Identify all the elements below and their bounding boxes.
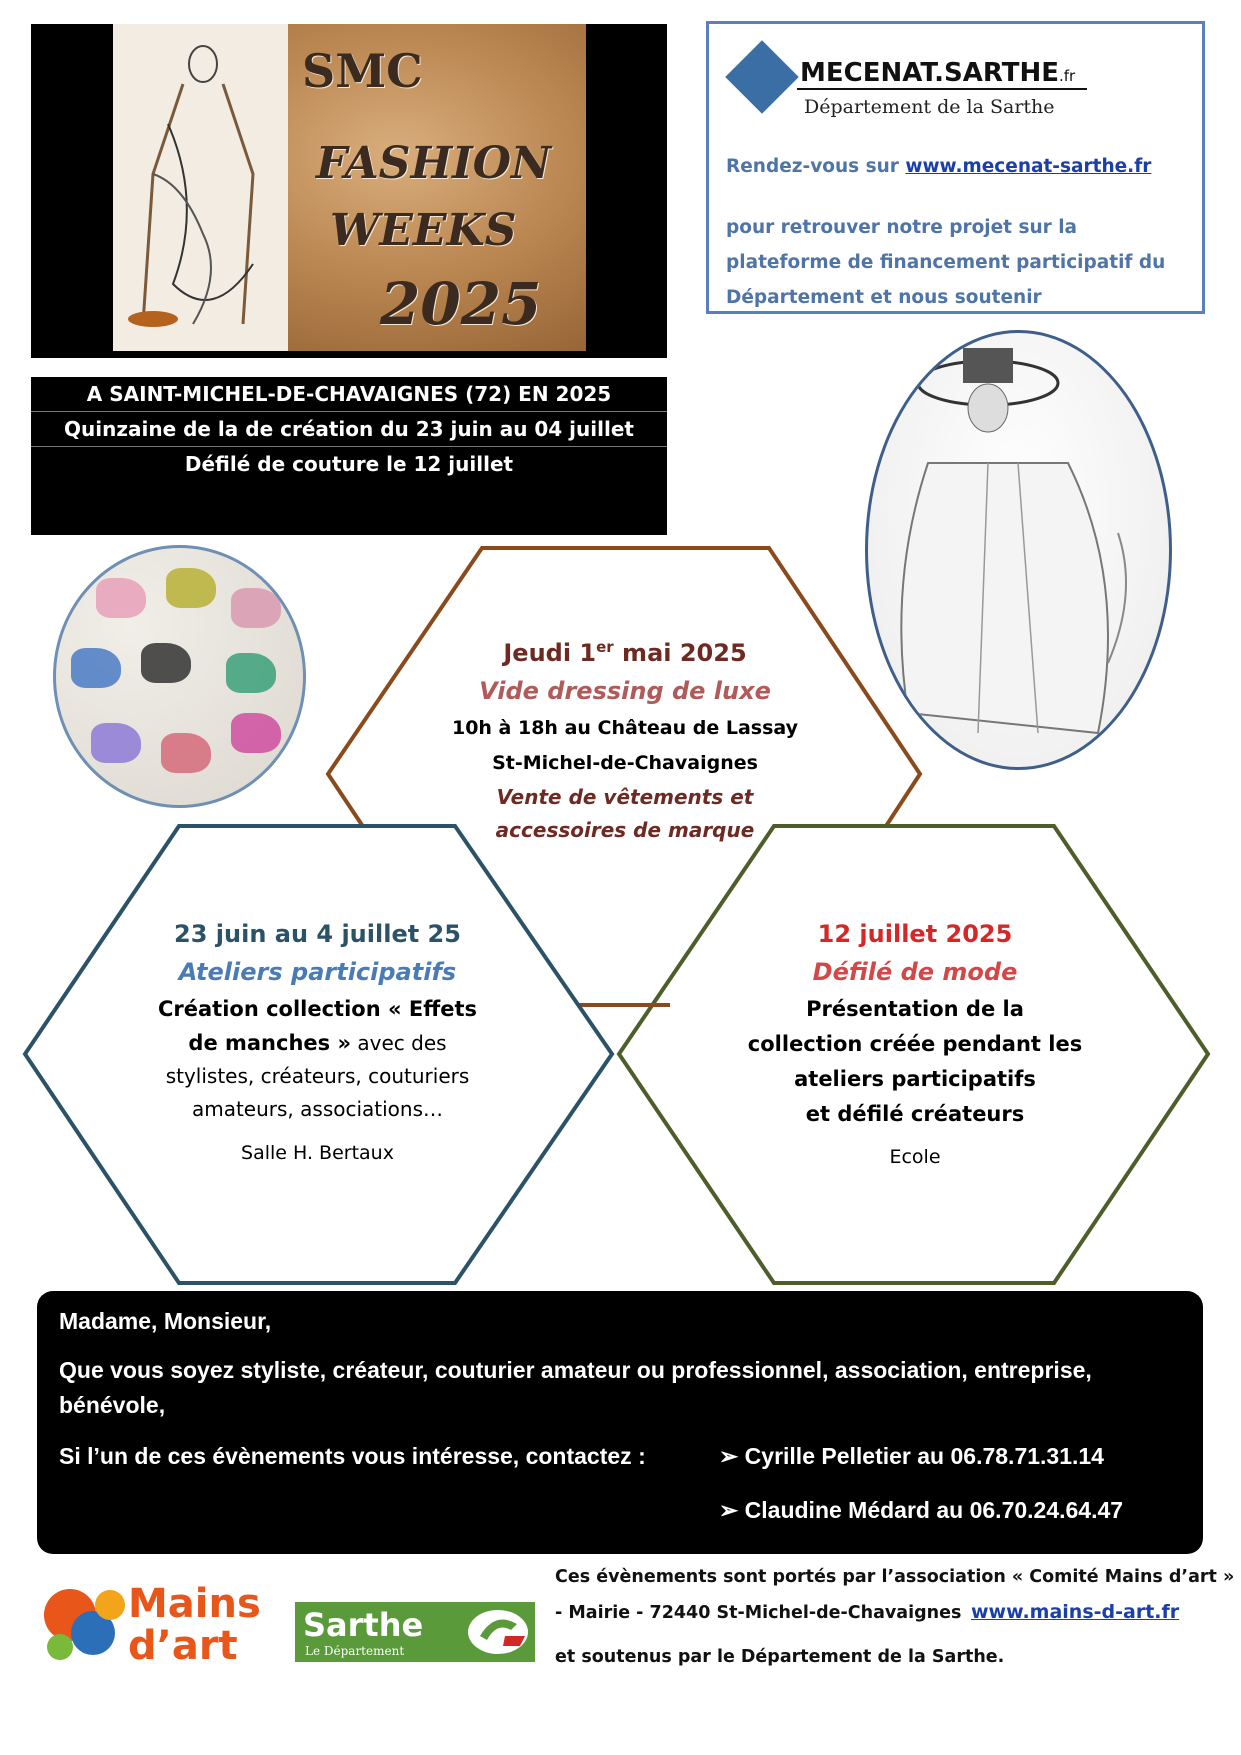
info-show: Défilé de couture le 12 juillet [184,452,514,476]
event-right-line1: Présentation de la [806,997,1024,1021]
mains-dart-logo-text [128,1583,261,1667]
mains-dart-hands-logo [35,1575,135,1670]
event-top-place: St-Michel-de-Chavaignes [492,752,758,774]
event-top [420,638,830,847]
event-left-line4: amateurs, associations… [191,1097,444,1121]
event-right-line3: ateliers participatifs [794,1067,1036,1091]
footer-line2: - Mairie - 72440 St-Michel-de-Chavaignes [555,1603,962,1623]
footer-line3: et soutenus par le Département de la Sarthe. [555,1647,1005,1667]
footer-line1: Ces évènements sont portés par l’association « Comité Mains d’art » [555,1567,1235,1587]
contact-line1: Que vous soyez styliste, créateur, couturier amateur ou professionnel, association, entreprise, [59,1357,1092,1383]
mecenat-brand-suffix: .fr [1058,67,1076,85]
mecenat-brand-text: MECENAT.SARTHE [800,58,1059,88]
event-left-place: Salle H. Bertaux [241,1142,394,1164]
event-left [115,920,520,1164]
mains-dart-line1: Mains [128,1581,261,1627]
event-right-place: Ecole [889,1146,941,1168]
event-top-desc-2: accessoires de marque [495,818,755,842]
event-left-title: Ateliers participatifs [178,958,457,986]
event-left-line2: de manches » avec des [188,1031,447,1055]
sarthe-logo-subtitle: Le Département [305,1644,405,1658]
contact-person-1: ➢ Cyrille Pelletier au 06.78.71.31.14 [719,1443,1104,1469]
mains-dart-link[interactable]: www.mains-d-art.fr [971,1601,1180,1623]
event-top-date: Jeudi 1er mai 2025 [503,638,747,667]
mecenat-link[interactable]: www.mecenat-sarthe.fr [905,156,1152,177]
event-right-title: Défilé de mode [812,958,1018,986]
bullet-arrow-icon: ➢ [719,1497,739,1523]
bullet-arrow-icon: ➢ [719,1443,739,1469]
info-location: A SAINT-MICHEL-DE-CHAVAIGNES (72) EN 2025 [31,377,667,412]
mecenat-rdv-text: Rendez-vous sur [726,156,899,177]
event-left-line3: stylistes, créateurs, couturiers [165,1064,470,1088]
mecenat-description: pour retrouver notre projet sur la plateforme de financement participatif du Département et nous soutenir [726,217,1166,308]
contact-greeting: Madame, Monsieur, [59,1308,272,1334]
event-right-line4: et défilé créateurs [805,1102,1025,1126]
banner-title-weeks: WEEKS [330,205,517,256]
mains-dart-line2: d’art [128,1623,238,1669]
banner-title-smc: SMC [302,44,423,98]
sarthe-emblem-icon [465,1606,531,1658]
info-fortnight: Quinzaine de la de création du 23 juin au 04 juillet [31,412,667,447]
contact-line3: Si l’un de ces évènements vous intéresse, contactez : [59,1443,646,1469]
event-top-desc-1: Vente de vêtements et [496,785,754,809]
event-left-line1: Création collection « Effets [157,997,477,1021]
mecenat-department: Département de la Sarthe [804,96,1055,118]
event-right-line2: collection créée pendant les [747,1032,1083,1056]
event-right [710,920,1120,1168]
contact-line2: bénévole, [59,1392,166,1418]
sarthe-logo-text: Sarthe [303,1606,424,1644]
contact-person-2: ➢ Claudine Médard au 06.70.24.64.47 [719,1497,1124,1523]
contact-box [37,1291,1203,1554]
event-left-date: 23 juin au 4 juillet 25 [174,920,461,948]
banner-title-year: 2025 [380,270,542,338]
event-top-title: Vide dressing de luxe [479,677,771,705]
event-top-hours: 10h à 18h au Château de Lassay [451,717,799,739]
event-right-date: 12 juillet 2025 [817,920,1013,948]
banner-title-fashion: FASHION [316,138,552,189]
